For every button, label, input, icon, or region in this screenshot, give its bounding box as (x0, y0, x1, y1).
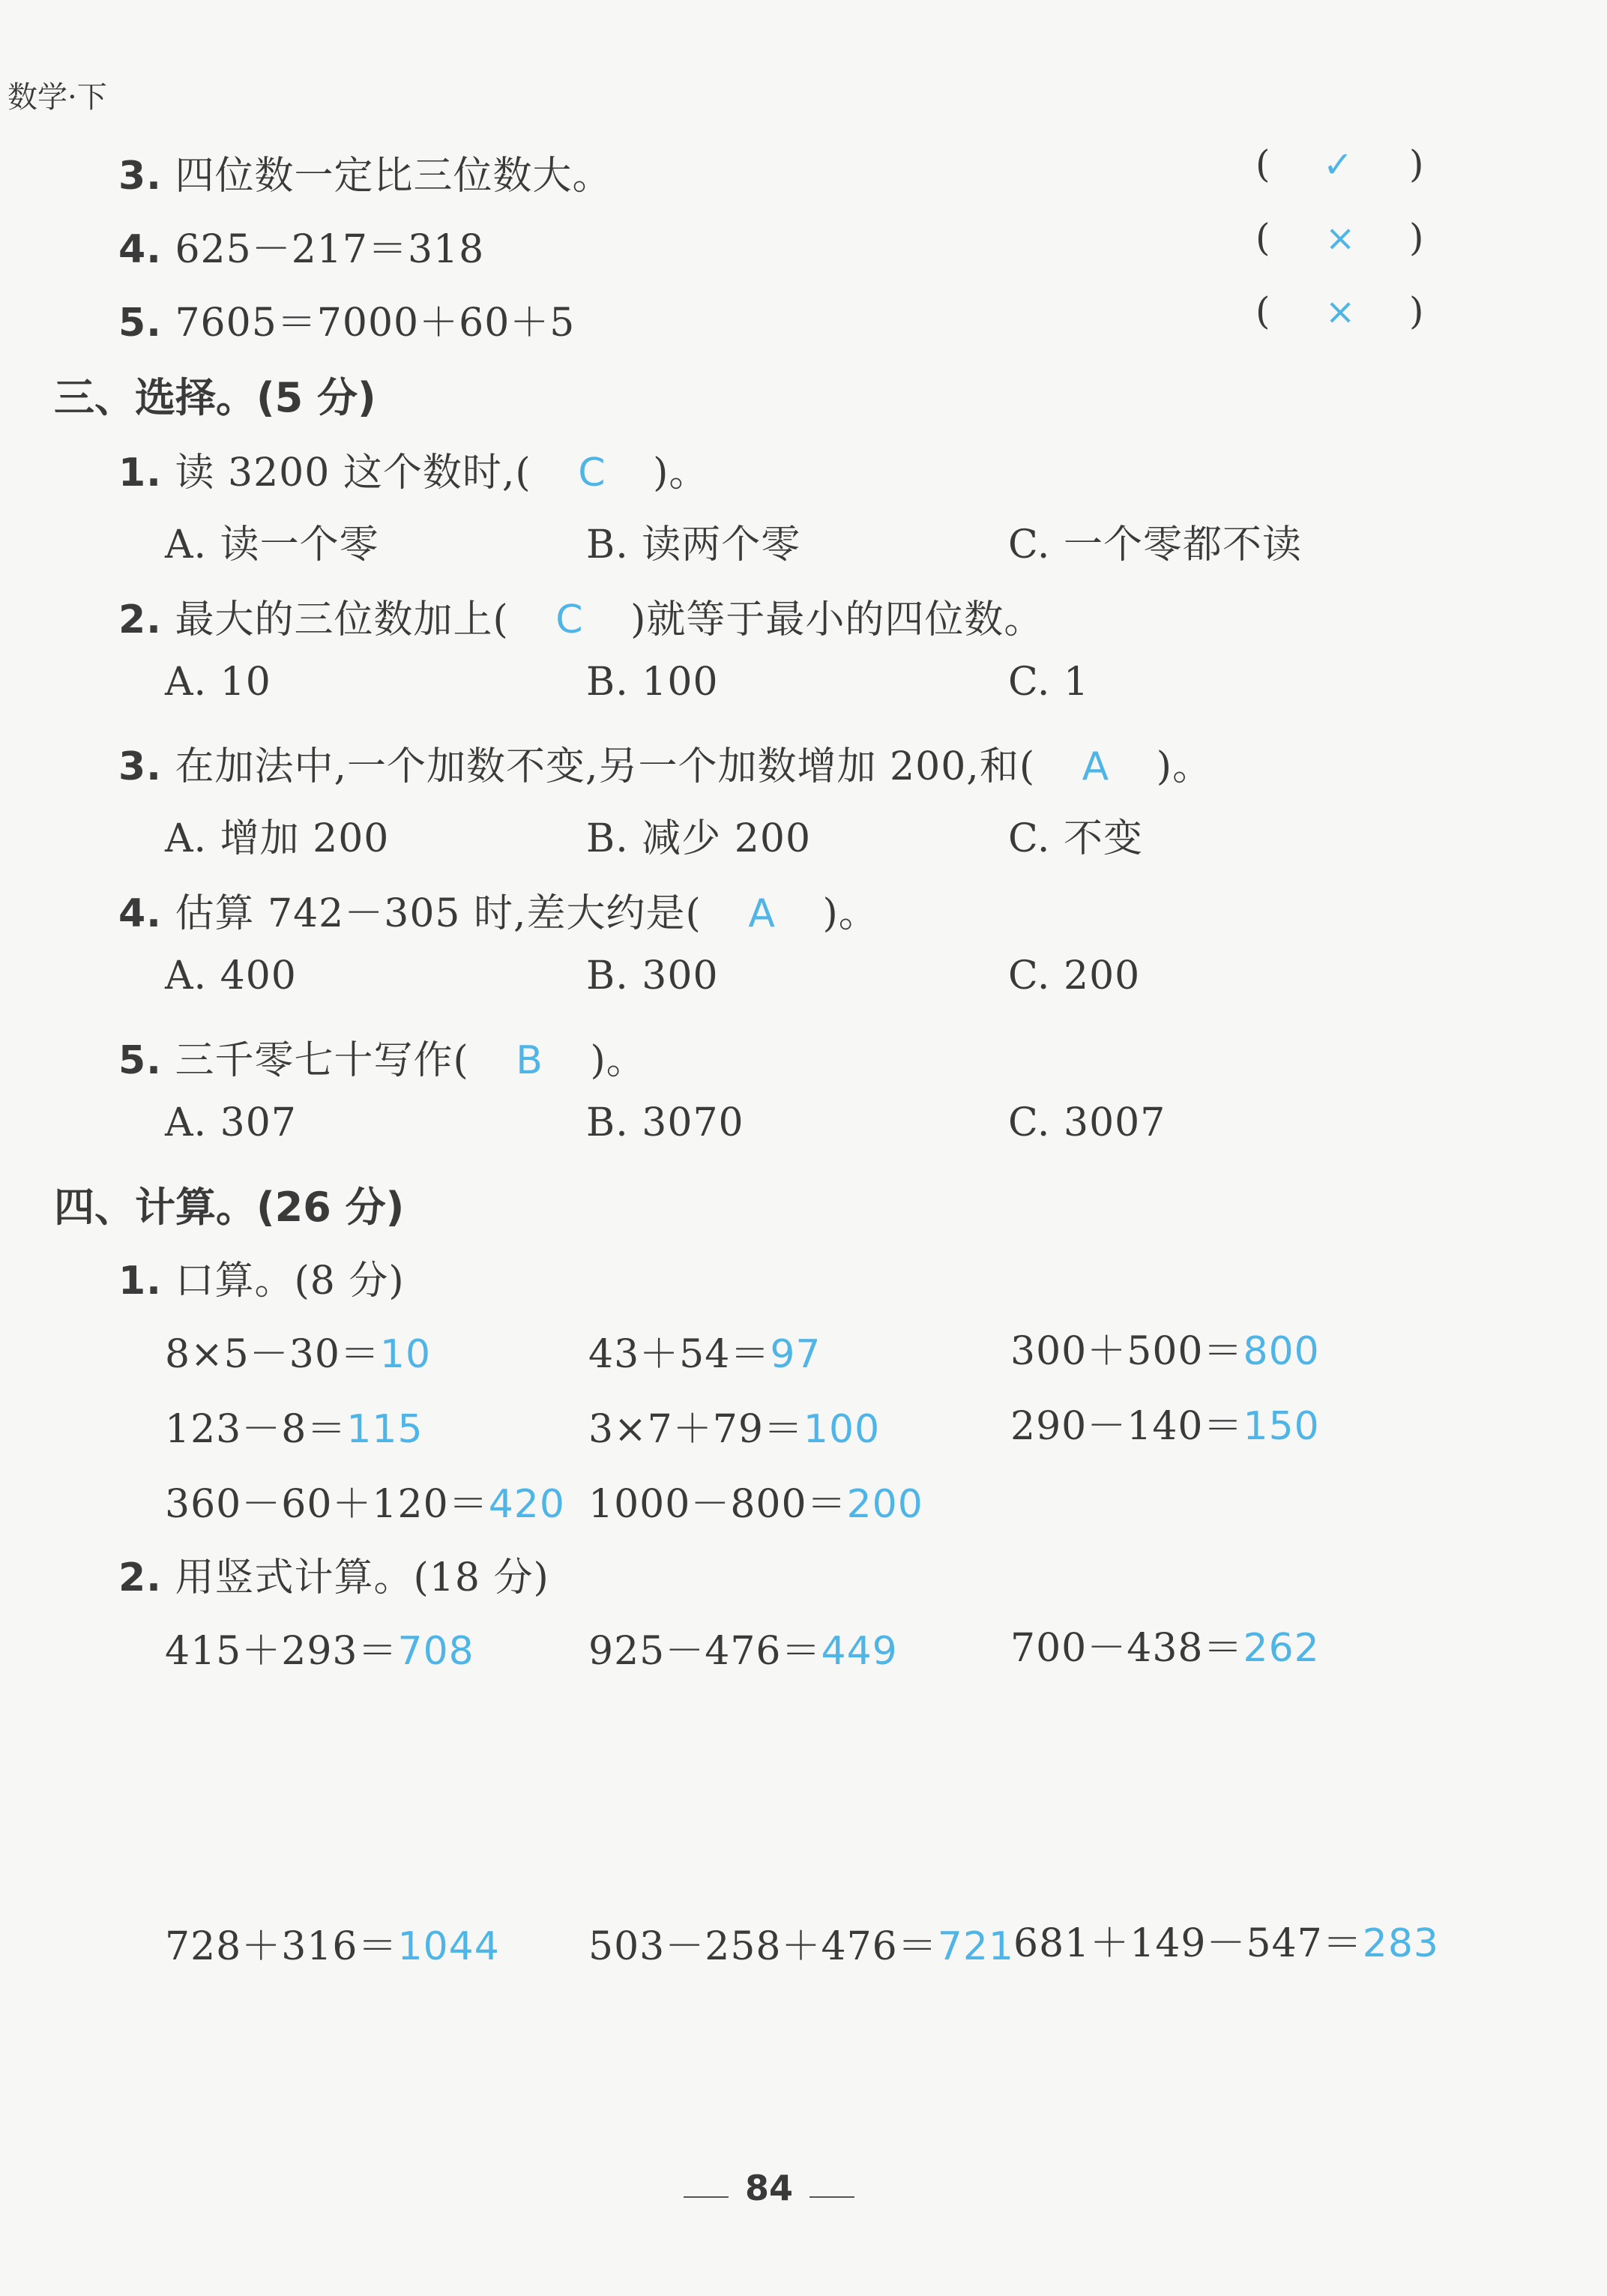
option-a: A. 10 (165, 660, 271, 705)
answer: 97 (770, 1332, 821, 1377)
open-paren: ( (1255, 289, 1270, 333)
check-mark-icon: ✓ (1323, 144, 1354, 186)
option-a: A. 400 (165, 953, 297, 998)
subsection-vertical (118, 1546, 549, 1602)
answer: 800 (1243, 1329, 1320, 1374)
expression: 123－8＝ (165, 1407, 347, 1452)
vertical-calc (165, 1619, 474, 1675)
answer: 150 (1243, 1404, 1320, 1449)
close-paren: ) (1409, 142, 1424, 186)
option-a: A. 增加 200 (165, 816, 390, 861)
sub-number: 2. (118, 1555, 162, 1600)
option-b: B. 300 (586, 953, 719, 998)
option-b: B. 3070 (586, 1100, 744, 1145)
sub-title: 用竖式计算。(18 分) (175, 1555, 549, 1600)
question-text-end: )。 (1156, 744, 1213, 789)
open-paren: ( (1255, 216, 1270, 259)
expression: 3×7＋79＝ (588, 1407, 804, 1452)
answer: C (578, 451, 606, 495)
option-c: C. 200 (1008, 953, 1141, 998)
question-text-end: )。 (822, 891, 878, 936)
sub-title: 口算。(8 分) (175, 1259, 405, 1304)
item-text: 625－217＝318 (175, 227, 485, 272)
question-text: 最大的三位数加上( (175, 597, 509, 642)
item-text: 7605＝7000＋60＋5 (175, 301, 576, 346)
option-b: B. 100 (586, 660, 719, 705)
expression: 43＋54＝ (588, 1332, 771, 1377)
answer: A (1082, 744, 1110, 789)
oral-calc (165, 1472, 565, 1528)
expression: 415＋293＝ (165, 1629, 398, 1674)
option-c: C. 一个零都不读 (1008, 522, 1302, 567)
expression: 1000－800＝ (588, 1482, 847, 1527)
option-c: C. 3007 (1008, 1100, 1166, 1145)
expression: 8×5－30＝ (165, 1332, 380, 1377)
oral-calc (165, 1397, 423, 1453)
question-text: 读 3200 这个数时,( (175, 451, 531, 495)
expression: 681＋149－547＝ (1013, 1921, 1363, 1966)
oral-calc (588, 1472, 923, 1528)
item-text: 四位数一定比三位数大。 (175, 154, 612, 199)
section-title-choice: 三、选择。(5 分) (54, 374, 376, 421)
choice-question-5 (118, 1028, 646, 1085)
expression: 925－476＝ (588, 1629, 821, 1674)
question-text: 三千零七十写作( (175, 1038, 469, 1083)
answer: 283 (1362, 1921, 1440, 1966)
option-b: B. 读两个零 (586, 522, 801, 567)
oral-calc (588, 1397, 880, 1453)
question-text: 在加法中,一个加数不变,另一个加数增加 200,和( (175, 744, 1036, 789)
vertical-calc (588, 1619, 898, 1675)
answer: B (516, 1038, 543, 1083)
expression: 728＋316＝ (165, 1924, 398, 1969)
answer: 1044 (397, 1924, 500, 1969)
expression: 700－438＝ (1010, 1626, 1243, 1671)
question-text-end: )就等于最小的四位数。 (630, 597, 1044, 642)
option-c: C. 不变 (1008, 816, 1143, 861)
cross-mark-icon: × (1325, 291, 1356, 333)
expression: 300＋500＝ (1010, 1329, 1243, 1374)
choice-question-2 (118, 588, 1043, 644)
question-number: 2. (118, 597, 162, 642)
answer: 721 (937, 1924, 1015, 1969)
question-number: 3. (118, 744, 162, 789)
expression: 360－60＋120＝ (165, 1482, 489, 1527)
answer: 100 (803, 1407, 881, 1452)
answer: A (748, 891, 776, 936)
answer: 708 (397, 1629, 474, 1674)
expression: 290－140＝ (1010, 1404, 1243, 1449)
dash-right (809, 2196, 854, 2198)
close-paren: ) (1409, 289, 1424, 333)
cross-mark-icon: × (1325, 217, 1356, 259)
option-c: C. 1 (1008, 660, 1090, 705)
question-text-end: )。 (590, 1038, 646, 1083)
answer: 115 (346, 1407, 423, 1452)
vertical-calc (1013, 1911, 1439, 1968)
answer: 10 (379, 1332, 432, 1377)
oral-calc (1010, 1319, 1320, 1376)
expression: 503－258＋476＝ (588, 1924, 938, 1969)
page-number: 84 (745, 2168, 794, 2208)
sub-number: 1. (118, 1259, 162, 1304)
answer: C (555, 597, 584, 642)
dash-left (684, 2196, 729, 2198)
judgment-item-5 (118, 291, 575, 347)
answer: 449 (821, 1629, 898, 1674)
option-a: A. 307 (165, 1100, 297, 1145)
choice-question-4 (118, 882, 878, 938)
answer: 420 (488, 1482, 565, 1527)
question-number: 4. (118, 891, 162, 936)
question-text-end: )。 (653, 451, 709, 495)
option-b: B. 减少 200 (586, 816, 812, 861)
judgment-item-4 (118, 217, 484, 274)
subsection-oral (118, 1249, 405, 1305)
page-footer (667, 2168, 871, 2208)
vertical-calc (588, 1914, 1014, 1971)
choice-question-3 (118, 735, 1212, 791)
item-number: 5. (118, 301, 162, 346)
option-a: A. 读一个零 (165, 522, 379, 567)
judgment-item-3 (118, 144, 612, 200)
book-header: 数学·下 (7, 80, 107, 115)
question-number: 5. (118, 1038, 162, 1083)
vertical-calc (1010, 1616, 1320, 1672)
item-number: 3. (118, 154, 162, 199)
question-text: 估算 742－305 时,差大约是( (175, 891, 702, 936)
close-paren: ) (1409, 216, 1424, 259)
section-title-calc: 四、计算。(26 分) (54, 1184, 405, 1231)
oral-calc (1010, 1394, 1320, 1450)
choice-question-1 (118, 441, 708, 497)
answer: 262 (1243, 1626, 1320, 1671)
oral-calc (588, 1322, 821, 1378)
oral-calc (165, 1322, 431, 1378)
open-paren: ( (1255, 142, 1270, 186)
answer: 200 (846, 1482, 923, 1527)
vertical-calc (165, 1914, 500, 1971)
item-number: 4. (118, 227, 162, 272)
question-number: 1. (118, 451, 162, 495)
